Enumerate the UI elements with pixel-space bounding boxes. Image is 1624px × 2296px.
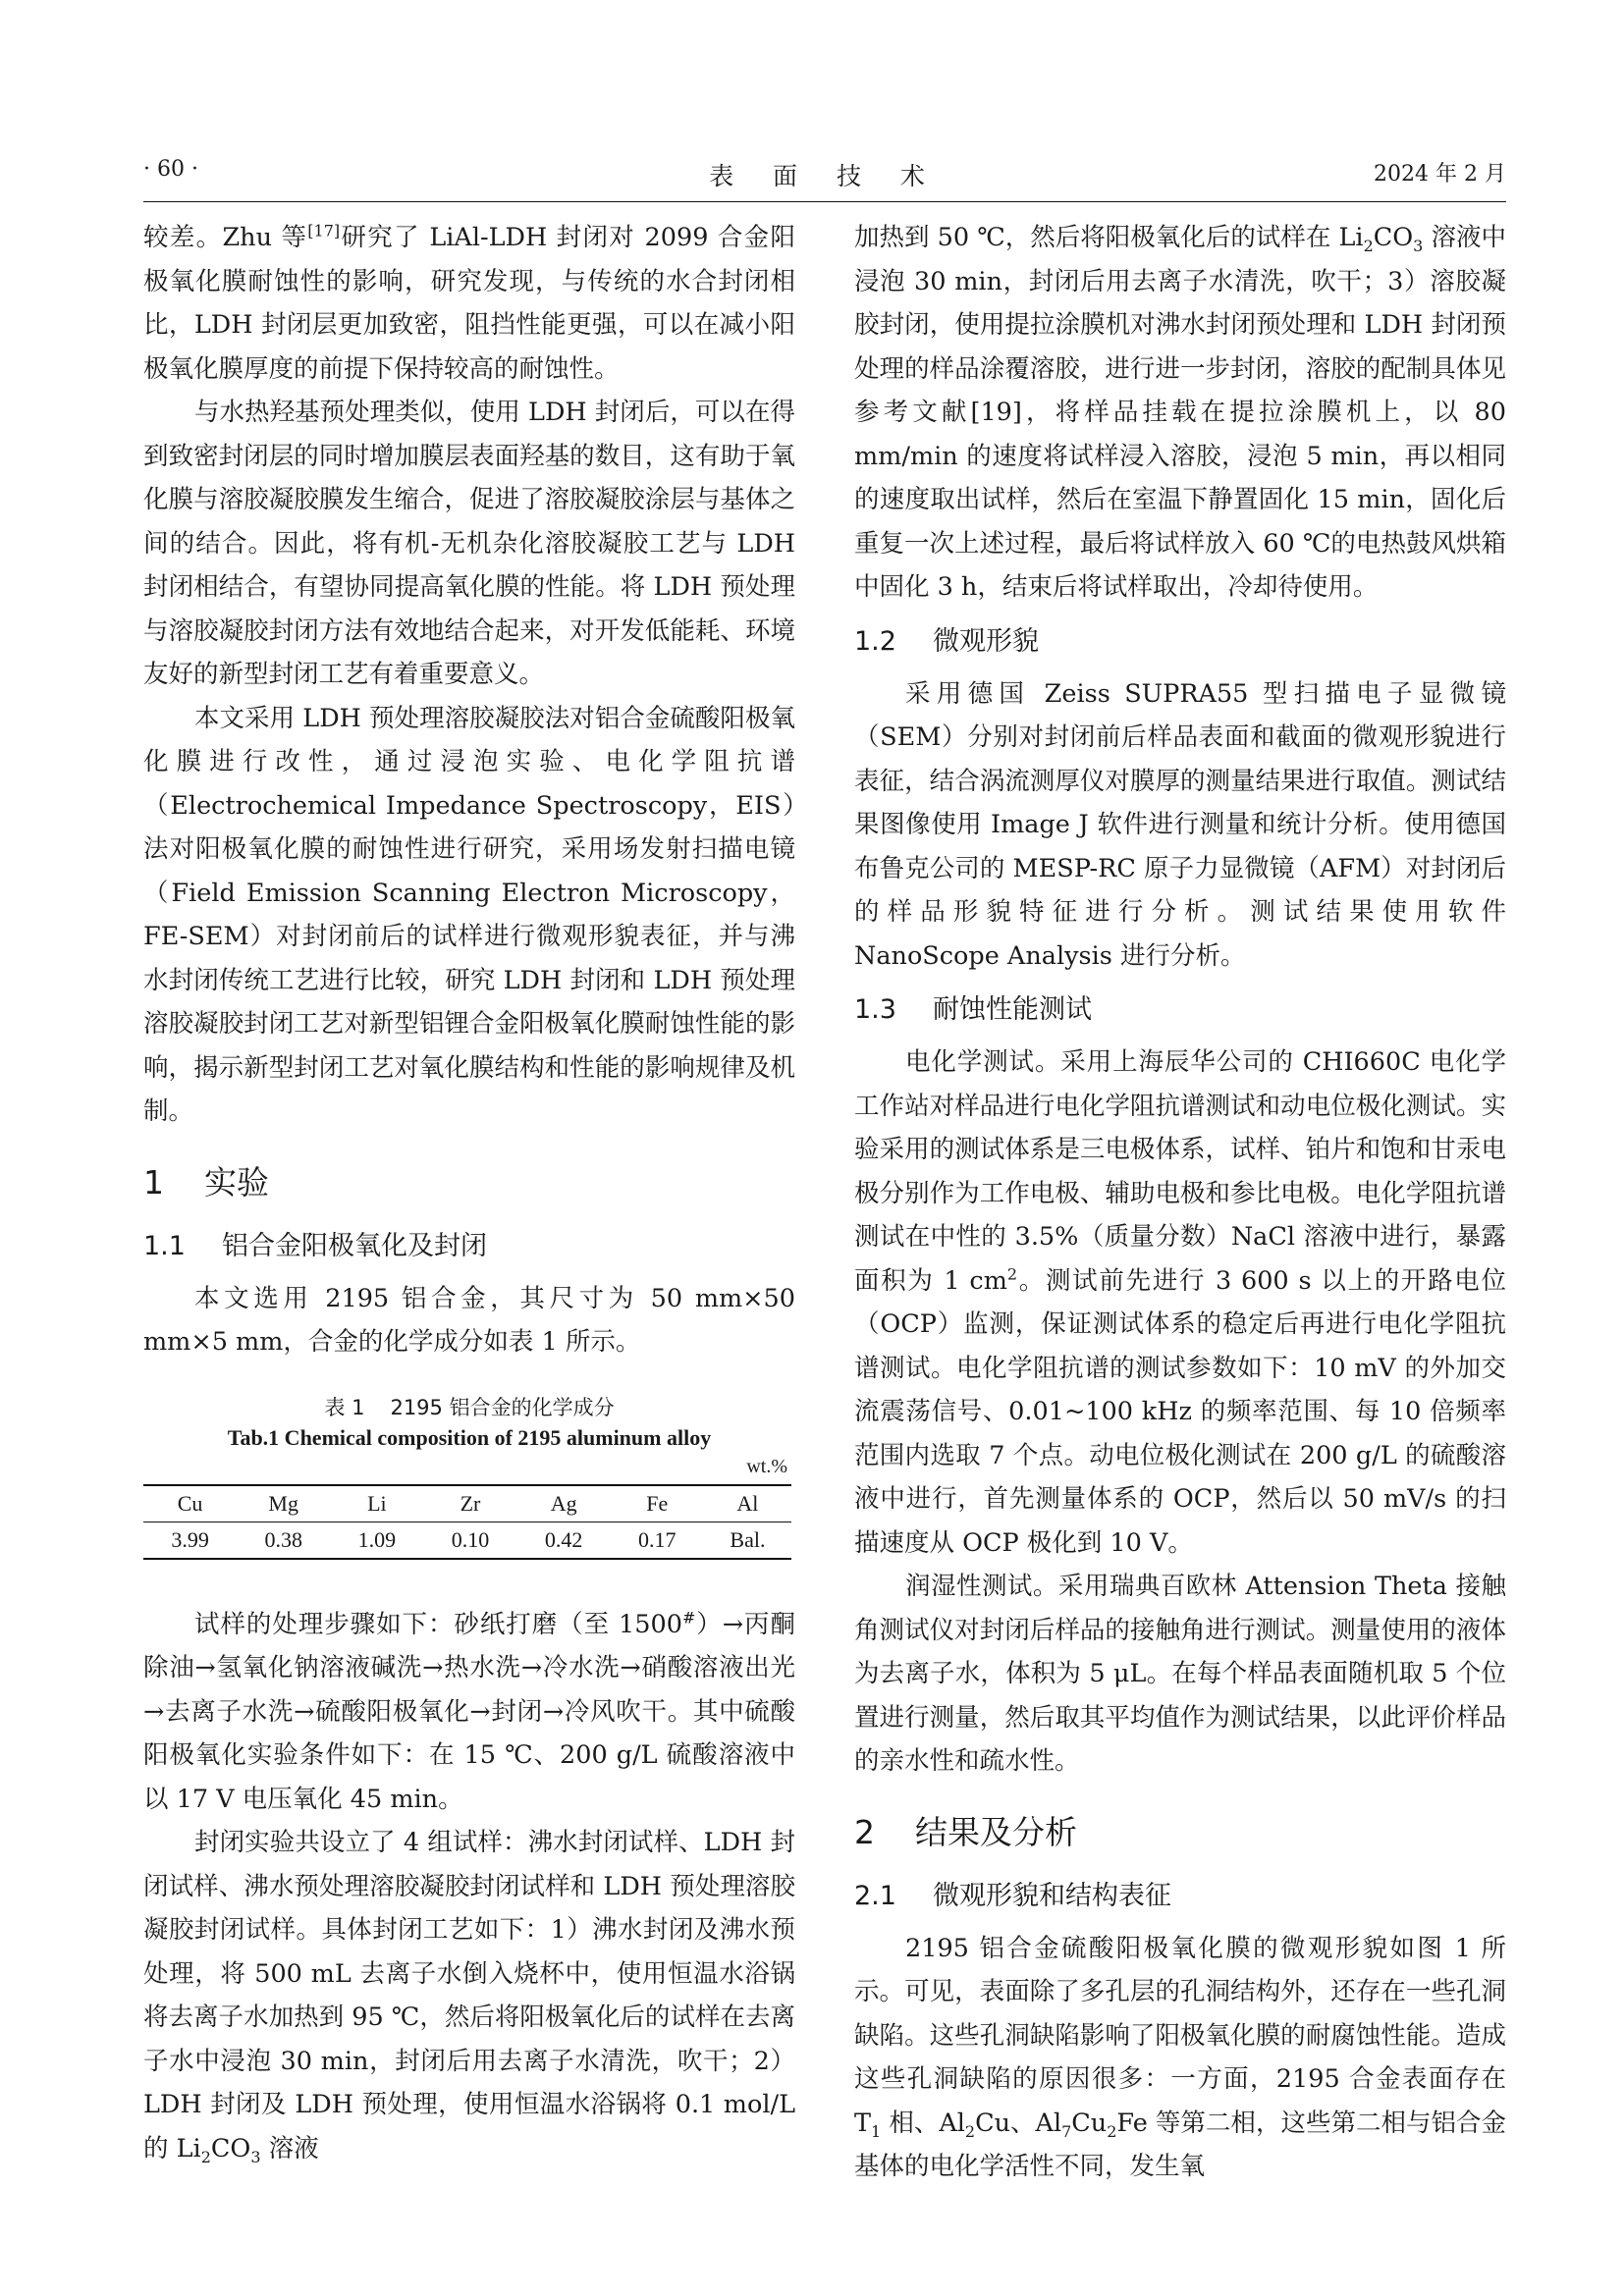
table-header-cell: Li (367, 1490, 387, 1516)
paragraph (854, 1041, 1506, 1565)
superscript: # (681, 1608, 696, 1627)
table-cell: 0.42 (544, 1526, 583, 1552)
subscript: 2 (200, 2147, 211, 2166)
subsection-number: 1.2 (854, 625, 896, 657)
text-run: Fe 等第二相，这些第二相与铝合金基体的电化学活性不同，发生氧 (854, 2108, 1506, 2181)
text-run: CO (210, 2133, 251, 2163)
text-run: Cu、Al (975, 2108, 1062, 2138)
text-run: 封闭实验共设立了 4 组试样：沸水封闭试样、LDH 封闭试样、沸水预处理溶胶凝胶封闭试样和 LDH 预处理溶胶凝胶封闭试样。具体封闭工艺如下：1）沸水封闭及沸水预处理，将 500 mL 去离子水倒入烧杯中，使用恒温水浴锅将去离子水加热到 95 ℃，然后将阳极氧化后的试样在去离子水中浸泡 30 min，封闭后用去离子水清洗，吹干；2）LDH 封闭及 LDH 预处理，使用恒温水浴锅将 0.1 mol/L 的 Li (143, 1828, 795, 2163)
subsection-heading (854, 1874, 1506, 1919)
table-cell: 3.99 (171, 1526, 209, 1552)
text-run: 溶液中浸泡 30 min，封闭后用去离子水清洗，吹干；3）溶胶凝胶封闭，使用提拉涂膜机对沸水封闭预处理和 LDH 封闭预处理的样品涂覆溶胶，进行进一步封闭，溶胶的配制具体见参考文献[19]，将样品挂载在提拉涂膜机上，以 80 mm/min 的速度将试样浸入溶胶，浸泡 5 min，再以相同的速度取出试样，然后在室温下静置固化 15 min，固化后重复一次上述过程，最后将试样放入 60 ℃的电热鼓风烘箱中固化 3 h，结束后将试样取出，冷却待使用。 (854, 223, 1506, 602)
section-number: 2 (854, 1812, 875, 1851)
subsection-number: 1.3 (854, 994, 896, 1025)
page-number: · 60 · (143, 157, 198, 182)
table-unit: wt.% (746, 1455, 787, 1477)
paragraph (143, 216, 795, 391)
table-caption-cn (143, 1392, 795, 1423)
table-header-cell: Al (736, 1490, 759, 1516)
subscript: 2 (1107, 2121, 1117, 2141)
subsection-heading (143, 1224, 795, 1269)
subscript: 2 (964, 2121, 976, 2141)
subsection-title: 耐蚀性能测试 (933, 994, 1092, 1025)
table-header-cell: Fe (646, 1490, 669, 1516)
paragraph: 与水热羟基预处理类似，使用 LDH 封闭后，可以在得到致密封闭层的同时增加膜层表面羟基的数目，这有助于氧化膜与溶胶凝胶膜发生缩合，促进了溶胶凝胶涂层与基体之间的结合。因此，将有机-无机杂化溶胶凝胶工艺与 LDH 封闭相结合，有望协同提高氧化膜的性能。将 LDH 预处理与溶胶凝胶封闭方法有效地结合起来，对开发低能耗、环境友好的新型封闭工艺有着重要意义。 (143, 398, 795, 689)
text-run: 试样的处理步骤如下：砂纸打磨（至 1500 (194, 1609, 682, 1639)
citation-ref[interactable]: [17] (307, 221, 341, 240)
left-column (143, 216, 795, 2170)
table-cell: 0.17 (638, 1526, 677, 1552)
section-title: 结果及分析 (915, 1812, 1077, 1851)
header-rule (143, 201, 1506, 202)
text-run: CO (1373, 223, 1414, 252)
paragraph (143, 1821, 795, 2170)
table-title-cn: 2195 铝合金的化学成分 (390, 1395, 615, 1419)
table-label: 表 1 (324, 1395, 365, 1419)
paragraph: 本文选用 2195 铝合金，其尺寸为 50 mm×50 mm×5 mm，合金的化学成分如表 1 所示。 (143, 1283, 795, 1357)
text-run: 2195 铝合金硫酸阳极氧化膜的微观形貌如图 1 所示。可见，表面除了多孔层的孔洞结构外，还存在一些孔洞缺陷。这些孔洞缺陷影响了阳极氧化膜的耐腐蚀性能。造成这些孔洞缺陷的原因很多：一方面，2195 合金表面存在 T (854, 1933, 1506, 2138)
table-cell: Bal. (730, 1526, 766, 1552)
text-run: Cu (1071, 2108, 1108, 2138)
subsection-heading (854, 619, 1506, 665)
table-header-cell: Cu (177, 1490, 203, 1516)
subscript: 3 (1413, 237, 1424, 256)
subscript: 7 (1061, 2121, 1072, 2141)
subsection-heading (854, 988, 1506, 1033)
subsection-title: 铝合金阳极氧化及封闭 (222, 1230, 487, 1261)
subsection-title: 微观形貌 (933, 625, 1039, 657)
paragraph (854, 216, 1506, 610)
table-header-cell: Zr (460, 1490, 481, 1516)
section-heading (854, 1805, 1506, 1860)
subscript: 3 (250, 2147, 261, 2166)
text-run: 相、Al (881, 2108, 965, 2138)
text-run: 加热到 50 ℃，然后将阳极氧化后的试样在 Li (854, 223, 1364, 252)
section-number: 1 (143, 1162, 164, 1201)
issue-date: 2024 年 2 月 (1374, 162, 1506, 187)
running-header (143, 157, 1506, 196)
table-cell: 0.10 (451, 1526, 490, 1552)
paragraph: 采用德国 Zeiss SUPRA55 型扫描电子显微镜（SEM）分别对封闭前后样品表面和截面的微观形貌进行表征，结合涡流测厚仪对膜厚的测量结果进行取值。测试结果图像使用 Image J 软件进行测量和统计分析。使用德国布鲁克公司的 MESP-RC 原子力显微镜（AFM）对封闭后的样品形貌特征进行分析。测试结果使用软件 NanoScope Analysis 进行分析。 (854, 678, 1506, 971)
table-header-cell: Mg (268, 1490, 298, 1516)
superscript: 2 (1006, 1264, 1018, 1283)
table-header-cell: Ag (550, 1490, 577, 1516)
table-cell: 1.09 (357, 1526, 397, 1552)
text-run: 。测试前先进行 3 600 s 以上的开路电位（OCP）监测，保证测试体系的稳定后再进行电化学阻抗谱测试。电化学阻抗谱的测试参数如下：10 mV 的外加交流震荡信号、0.01~100 kHz 的频率范围、每 10 倍频率范围内选取 7 个点。动电位极化测试在 200 g/L 的硫酸溶液中进行，首先测量体系的 OCP，然后以 50 mV/s 的扫描速度从 OCP 极化到 10 V。 (854, 1265, 1507, 1558)
table-cell: 0.38 (264, 1526, 302, 1552)
subscript: 2 (1363, 237, 1374, 256)
paragraph (854, 1927, 1506, 2189)
table-header-row (143, 1485, 791, 1522)
paragraph: 润湿性测试。采用瑞典百欧林 Attension Theta 接触角测试仪对封闭后样品的接触角进行测试。测量使用的液体为去离子水，体积为 5 μL。在每个样品表面随机取 5 个位置进行测量，然后取其平均值作为测试结果，以此评价样品的亲水性和疏水性。 (854, 1572, 1506, 1776)
text-run: 研究了 LiAl-LDH 封闭对 2099 合金阳极氧化膜耐蚀性的影响，研究发现，与传统的水合封闭相比，LDH 封闭层更加致密，阻挡性能更强，可以在减小阳极氧化膜厚度的前提下保持较高的耐蚀性。 (143, 223, 796, 384)
subsection-number: 1.1 (143, 1230, 186, 1261)
text-run: 较差。Zhu 等 (143, 223, 308, 252)
composition-table (143, 1484, 791, 1560)
table-row (143, 1522, 791, 1559)
table-caption-en: Tab.1 Chemical composition of 2195 aluminum alloy (227, 1424, 712, 1450)
subsection-number: 2.1 (854, 1880, 896, 1911)
paragraph: 本文采用 LDH 预处理溶胶凝胶法对铝合金硫酸阳极氧化膜进行改性，通过浸泡实验、电化学阻抗谱（Electrochemical Impedance Spectroscopy，EIS）法对阳极氧化膜的耐蚀性进行研究，采用场发射扫描电镜（Field Emission Scanning Electron Microscopy，FE-SEM）对封闭前后的试样进行微观形貌表征，并与沸水封闭传统工艺进行比较，研究 LDH 封闭和 LDH 预处理溶胶凝胶封闭工艺对新型铝锂合金阳极氧化膜耐蚀性能的影响，揭示新型封闭工艺对氧化膜结构和性能的影响规律及机制。 (143, 703, 795, 1126)
text-run: 溶液 (260, 2133, 319, 2163)
section-heading (143, 1155, 795, 1210)
section-title: 实验 (204, 1162, 269, 1201)
paragraph (143, 1603, 795, 1822)
text-run: 电化学测试。采用上海辰华公司的 CHI660C 电化学工作站对样品进行电化学阻抗谱测试和动电位极化测试。实验采用的测试体系是三电极体系，试样、铂片和饱和甘汞电极分别作为工作电极、辅助电极和参比电极。电化学阻抗谱测试在中性的 3.5%（质量分数）NaCl 溶液中进行，暴露面积为 1 cm (854, 1047, 1506, 1296)
journal-title: 表 面 技 术 (709, 162, 941, 190)
subsection-title: 微观形貌和结构表征 (933, 1880, 1171, 1911)
right-column (854, 216, 1506, 2189)
subscript: 1 (871, 2121, 882, 2141)
text-run: ）→丙酮除油→氢氧化钠溶液碱洗→热水洗→冷水洗→硝酸溶液出光→去离子水洗→硫酸阳极氧化→封闭→冷风吹干。其中硫酸阳极氧化实验条件如下：在 15 ℃、200 g/L 硫酸溶液中以 17 V 电压氧化 45 min。 (143, 1609, 795, 1814)
